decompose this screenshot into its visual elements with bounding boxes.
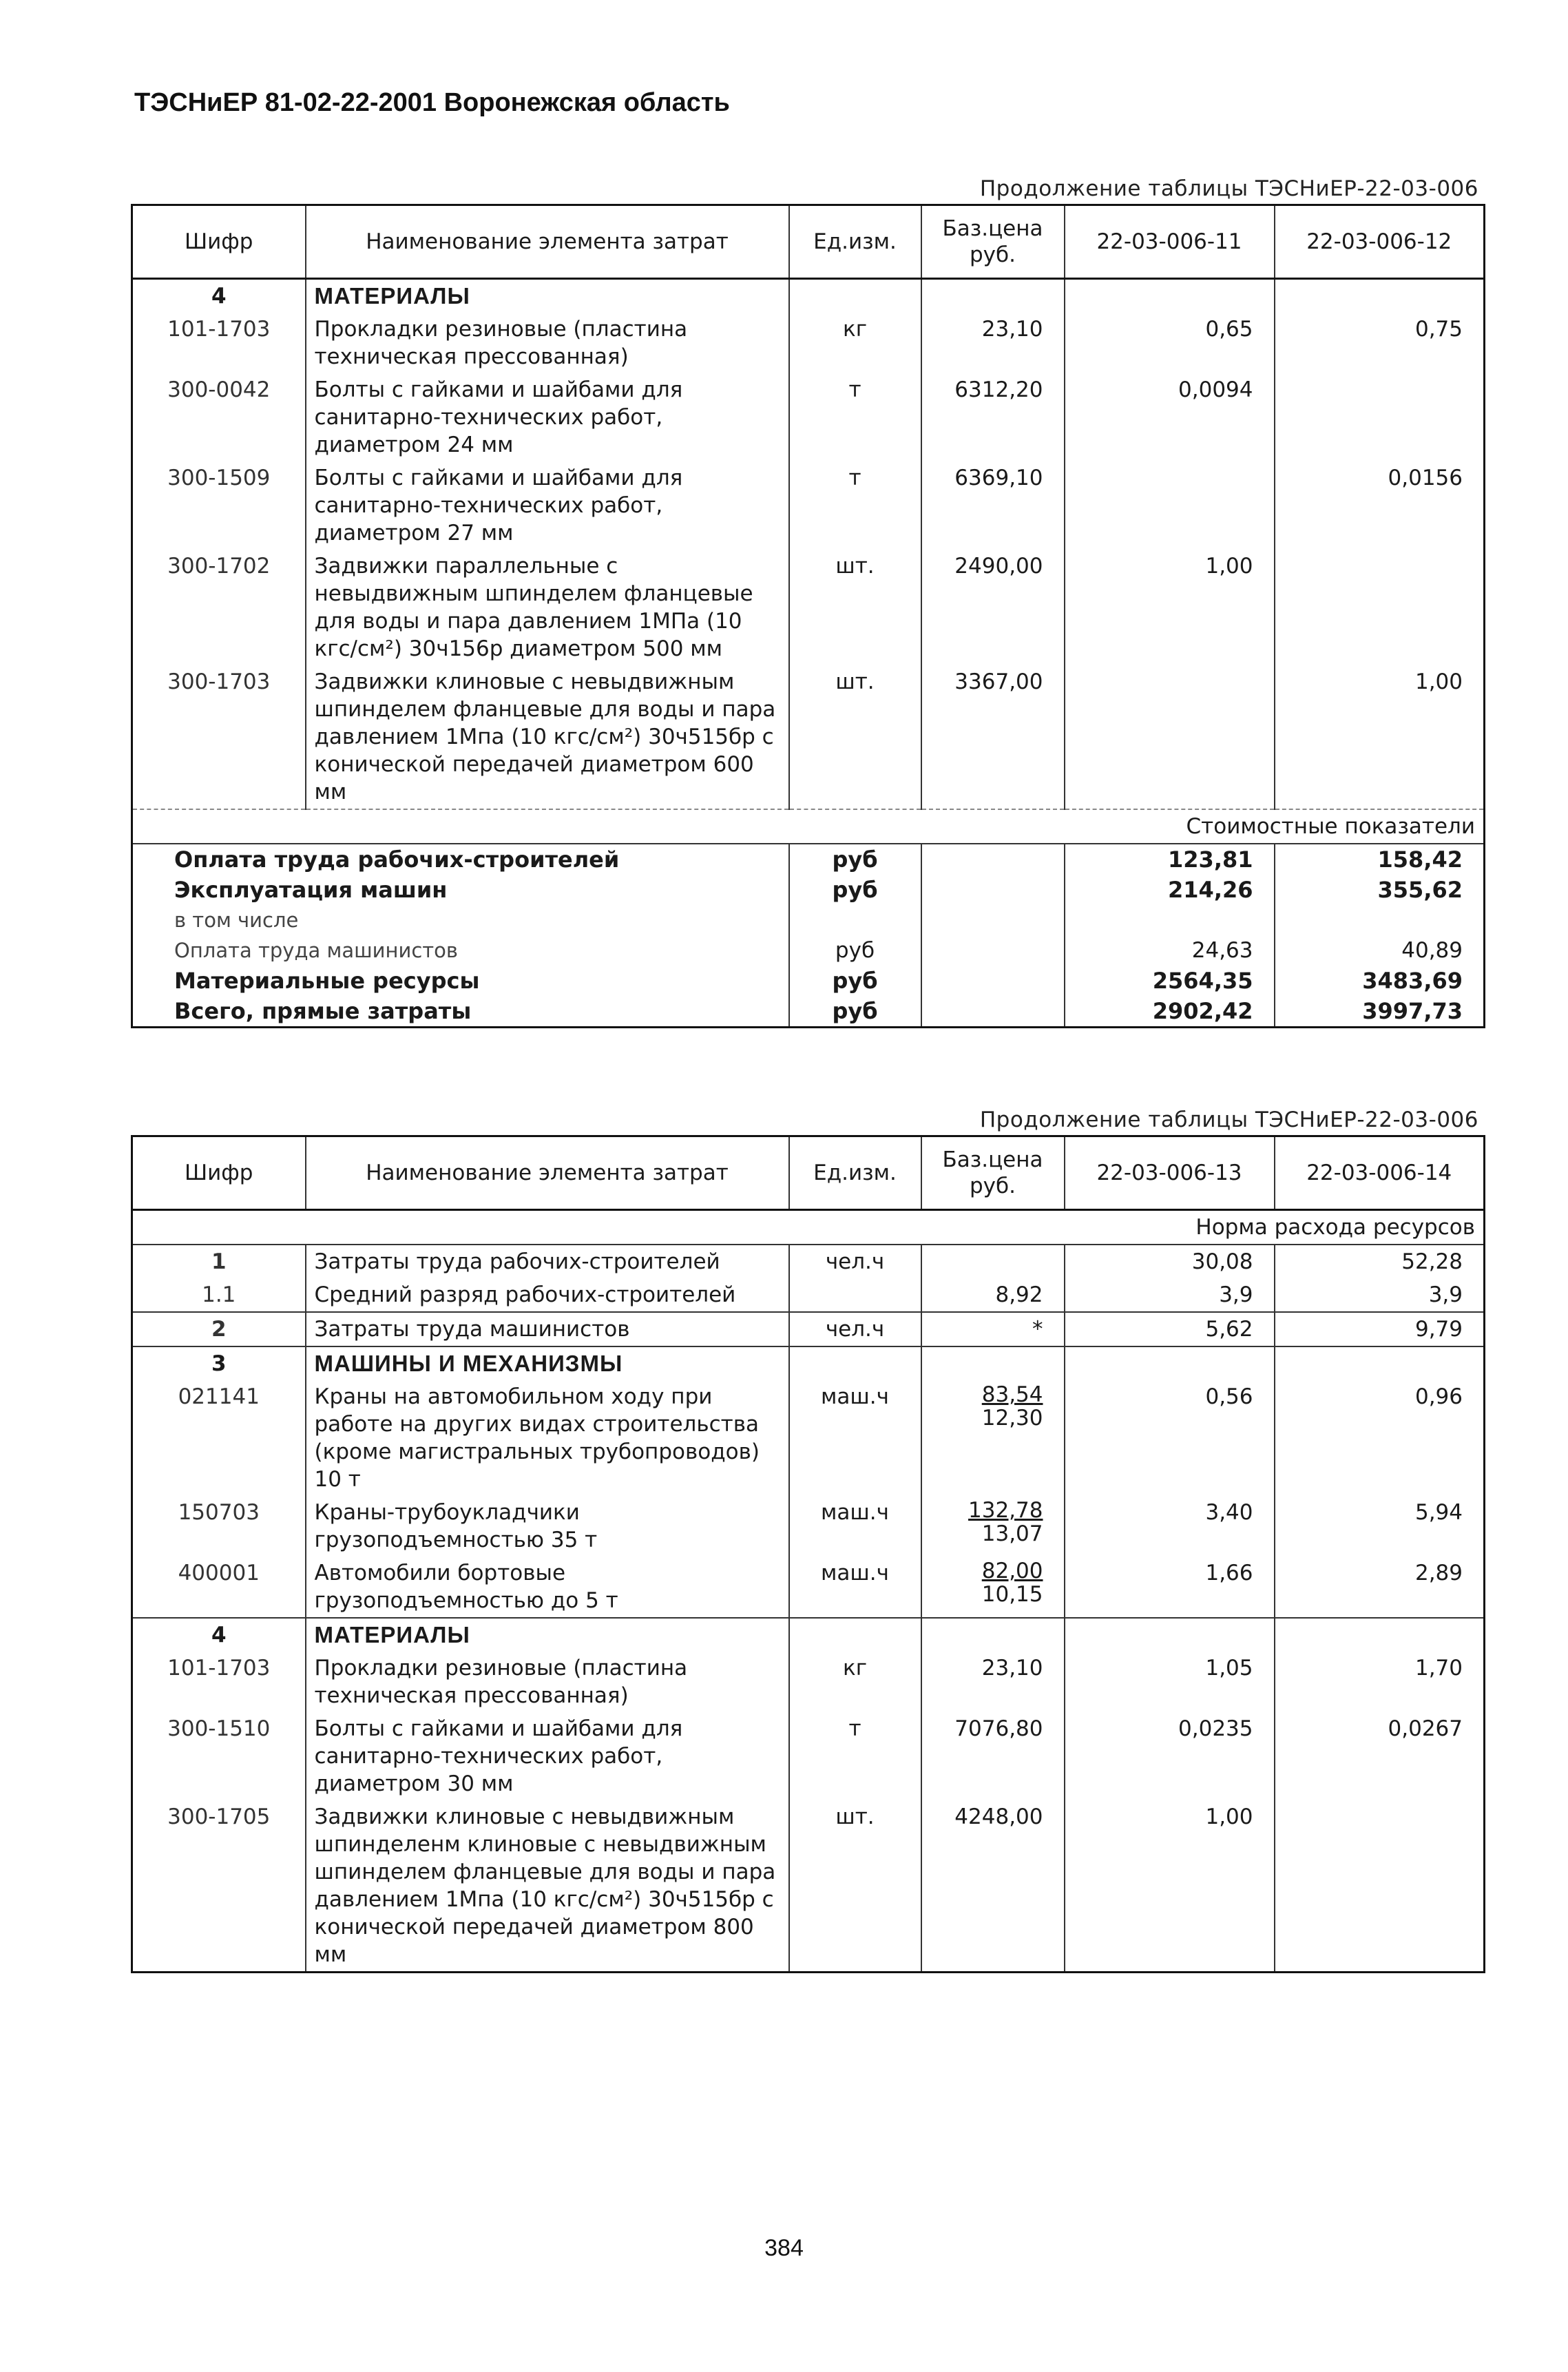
rate-2-cell: 9,79 [1275,1312,1485,1346]
page-number: 384 [764,2235,804,2261]
unit-cell: т [789,1712,921,1800]
rate-2-cell: 1,00 [1275,665,1485,809]
price-cell [921,1557,1065,1618]
unit-cell [789,905,921,935]
rate-1-cell: 24,63 [1065,935,1275,966]
price-cell: 7076,80 [921,1712,1065,1800]
rate-2-cell: 158,42 [1275,844,1485,875]
band-label: Норма расхода ресурсов [132,1210,1485,1245]
rate-1-cell [1065,905,1275,935]
price-cell: * [921,1312,1065,1346]
table-row [132,665,1485,809]
table1 [131,204,1485,1028]
section-row [132,1346,1485,1380]
rate-1-cell: 0,0235 [1065,1712,1275,1800]
resource-code: 021141 [132,1380,306,1496]
indicator-row [132,996,1485,1028]
unit-cell: руб [789,966,921,996]
price-top: 132,78 [968,1498,1043,1523]
rate-1-cell: 0,65 [1065,313,1275,373]
resource-name: Задвижки клиновые с невыдвижным шпинделенм клиновые с невыдвижным шпинделем фланцевые для воды и пара давлением 1Мпа (10 кгс/см²) 30ч515бр с конической передачей диаметром 800 мм [306,1800,789,1973]
resource-code: 300-1703 [132,665,306,809]
rate-2-cell [1275,1800,1485,1973]
price-cell [921,1245,1065,1278]
resource-name: Прокладки резиновые (пластина техническая прессованная) [306,313,789,373]
section-title: МАТЕРИАЛЫ [306,1618,789,1652]
unit-cell: чел.ч [789,1245,921,1278]
rate-2-cell: 0,96 [1275,1380,1485,1496]
resource-code: 2 [132,1312,306,1346]
section-number: 4 [132,279,306,313]
resource-name: Автомобили бортовые грузоподъемностью до 5 т [306,1557,789,1618]
rate-2-cell: 3997,73 [1275,996,1485,1028]
unit-cell: шт. [789,550,921,665]
price-cell: 23,10 [921,1652,1065,1712]
table-row [132,1245,1485,1278]
price-cell [921,875,1065,905]
price-cell: 6369,10 [921,461,1065,550]
price-fraction [982,1383,1043,1430]
price-top: 83,54 [981,1382,1043,1407]
resource-code: 300-0042 [132,373,306,461]
rate-1-cell: 2902,42 [1065,996,1275,1028]
resource-name: Затраты труда рабочих-строителей [306,1245,789,1278]
resource-name: Краны на автомобильном ходу при работе на других видах строительства (кроме магистральных трубопроводов) 10 т [306,1380,789,1496]
price-cell [921,935,1065,966]
price-cell: 3367,00 [921,665,1065,809]
table2 [131,1135,1485,1973]
table-row [132,373,1485,461]
rate-2-cell: 0,75 [1275,313,1485,373]
col-header-code: Шифр [132,1136,306,1210]
table-row [132,1496,1485,1557]
table1-header-row [132,205,1485,279]
resource-name: Затраты труда машинистов [306,1312,789,1346]
price-fraction [982,1559,1043,1606]
col-header-rate-1: 22-03-006-11 [1065,205,1275,279]
resource-code: 150703 [132,1496,306,1557]
price-bottom: 13,07 [981,1521,1043,1546]
rate-1-cell: 2564,35 [1065,966,1275,996]
col-header-name: Наименование элемента затрат [306,1136,789,1210]
rate-2-cell: 355,62 [1275,875,1485,905]
table-row [132,1278,1485,1312]
unit-cell: т [789,373,921,461]
resource-code: 400001 [132,1557,306,1618]
col-header-rate-1: 22-03-006-13 [1065,1136,1275,1210]
table-row [132,1712,1485,1800]
unit-cell: кг [789,1652,921,1712]
rate-2-cell: 0,0156 [1275,461,1485,550]
col-header-price: Баз.цена руб. [921,1136,1065,1210]
indicator-row [132,935,1485,966]
col-header-name: Наименование элемента затрат [306,205,789,279]
unit-cell: кг [789,313,921,373]
section-title: МАТЕРИАЛЫ [306,279,789,313]
rate-1-cell: 1,00 [1065,1800,1275,1973]
resource-code: 300-1702 [132,550,306,665]
table-row [132,1557,1485,1618]
indicator-label: Всего, прямые затраты [132,996,789,1028]
resource-name: Задвижки клиновые с невыдвижным шпинделем фланцевые для воды и пара давлением 1Мпа (10 кгс/см²) 30ч515бр с конической передачей диаметром 600 мм [306,665,789,809]
rate-1-cell [1065,665,1275,809]
resource-name: Краны-трубоукладчики грузоподъемностью 35 т [306,1496,789,1557]
price-cell [921,844,1065,875]
rate-1-cell: 1,05 [1065,1652,1275,1712]
unit-cell: шт. [789,665,921,809]
unit-cell: маш.ч [789,1557,921,1618]
price-top: 82,00 [981,1559,1043,1583]
band-label: Стоимостные показатели [132,809,1485,844]
price-cell: 23,10 [921,313,1065,373]
section-row [132,1618,1485,1652]
rate-1-cell: 1,66 [1065,1557,1275,1618]
rate-2-cell: 3483,69 [1275,966,1485,996]
indicator-label: Оплата труда машинистов [132,935,789,966]
rate-1-cell: 3,9 [1065,1278,1275,1312]
indicator-row [132,844,1485,875]
unit-cell: руб [789,844,921,875]
col-header-code: Шифр [132,205,306,279]
price-cell [921,1496,1065,1557]
indicator-label: Материальные ресурсы [132,966,789,996]
section-title: МАШИНЫ И МЕХАНИЗМЫ [306,1346,789,1380]
rate-1-cell: 1,00 [1065,550,1275,665]
unit-cell: маш.ч [789,1380,921,1496]
resource-code: 1.1 [132,1278,306,1312]
rate-2-cell [1275,373,1485,461]
rate-1-cell: 0,56 [1065,1380,1275,1496]
rate-1-cell: 30,08 [1065,1245,1275,1278]
resource-name: Прокладки резиновые (пластина техническая прессованная) [306,1652,789,1712]
rate-2-cell: 5,94 [1275,1496,1485,1557]
band-row [132,809,1485,844]
table2-caption: Продолжение таблицы ТЭСНиЕР-22-03-006 [979,1107,1478,1132]
resource-code: 101-1703 [132,313,306,373]
rate-2-cell [1275,550,1485,665]
price-fraction [968,1499,1043,1546]
unit-cell [789,1278,921,1312]
price-bottom: 12,30 [981,1406,1043,1431]
section-number: 3 [132,1346,306,1380]
table2-header-row [132,1136,1485,1210]
unit-cell: руб [789,935,921,966]
rate-2-cell: 3,9 [1275,1278,1485,1312]
indicator-row [132,966,1485,996]
unit-cell: маш.ч [789,1496,921,1557]
resource-code: 300-1510 [132,1712,306,1800]
table-row [132,461,1485,550]
resource-code: 1 [132,1245,306,1278]
indicator-label: в том числе [132,905,789,935]
table-row [132,313,1485,373]
indicator-row [132,875,1485,905]
resource-code: 300-1705 [132,1800,306,1973]
table-row [132,1652,1485,1712]
resource-name: Средний разряд рабочих-строителей [306,1278,789,1312]
table-row [132,1800,1485,1973]
indicator-label: Оплата труда рабочих-строителей [132,844,789,875]
rate-2-cell: 40,89 [1275,935,1485,966]
col-header-rate-2: 22-03-006-14 [1275,1136,1485,1210]
rate-1-cell: 5,62 [1065,1312,1275,1346]
price-cell: 2490,00 [921,550,1065,665]
indicator-row [132,905,1485,935]
price-cell: 4248,00 [921,1800,1065,1973]
document-title: ТЭСНиЕР 81-02-22-2001 Воронежская область [134,88,730,117]
price-cell: 8,92 [921,1278,1065,1312]
rate-2-cell: 0,0267 [1275,1712,1485,1800]
resource-code: 300-1509 [132,461,306,550]
rate-1-cell: 3,40 [1065,1496,1275,1557]
price-cell: 6312,20 [921,373,1065,461]
table-row [132,1312,1485,1346]
price-cell [921,966,1065,996]
resource-name: Болты с гайками и шайбами для санитарно-технических работ, диаметром 30 мм [306,1712,789,1800]
indicator-label: Эксплуатация машин [132,875,789,905]
rate-2-cell: 2,89 [1275,1557,1485,1618]
price-cell [921,905,1065,935]
unit-cell: руб [789,875,921,905]
table1-caption: Продолжение таблицы ТЭСНиЕР-22-03-006 [979,176,1478,201]
band-row [132,1210,1485,1245]
price-bottom: 10,15 [981,1582,1043,1607]
rate-2-cell [1275,905,1485,935]
rate-2-cell: 1,70 [1275,1652,1485,1712]
section-row [132,279,1485,313]
price-cell [921,996,1065,1028]
unit-cell: руб [789,996,921,1028]
resource-name: Болты с гайками и шайбами для санитарно-технических работ, диаметром 24 мм [306,373,789,461]
resource-code: 101-1703 [132,1652,306,1712]
col-header-rate-2: 22-03-006-12 [1275,205,1485,279]
rate-2-cell: 52,28 [1275,1245,1485,1278]
col-header-unit: Ед.изм. [789,205,921,279]
price-cell [921,1380,1065,1496]
rate-1-cell: 214,26 [1065,875,1275,905]
unit-cell: шт. [789,1800,921,1973]
col-header-price: Баз.цена руб. [921,205,1065,279]
rate-1-cell: 123,81 [1065,844,1275,875]
rate-1-cell: 0,0094 [1065,373,1275,461]
unit-cell: чел.ч [789,1312,921,1346]
table-row [132,550,1485,665]
rate-1-cell [1065,461,1275,550]
resource-name: Болты с гайками и шайбами для санитарно-технических работ, диаметром 27 мм [306,461,789,550]
table-row [132,1380,1485,1496]
section-number: 4 [132,1618,306,1652]
unit-cell: т [789,461,921,550]
col-header-unit: Ед.изм. [789,1136,921,1210]
resource-name: Задвижки параллельные с невыдвижным шпинделем фланцевые для воды и пара давлением 1МПа (10 кгс/см²) 30ч156р диаметром 500 мм [306,550,789,665]
